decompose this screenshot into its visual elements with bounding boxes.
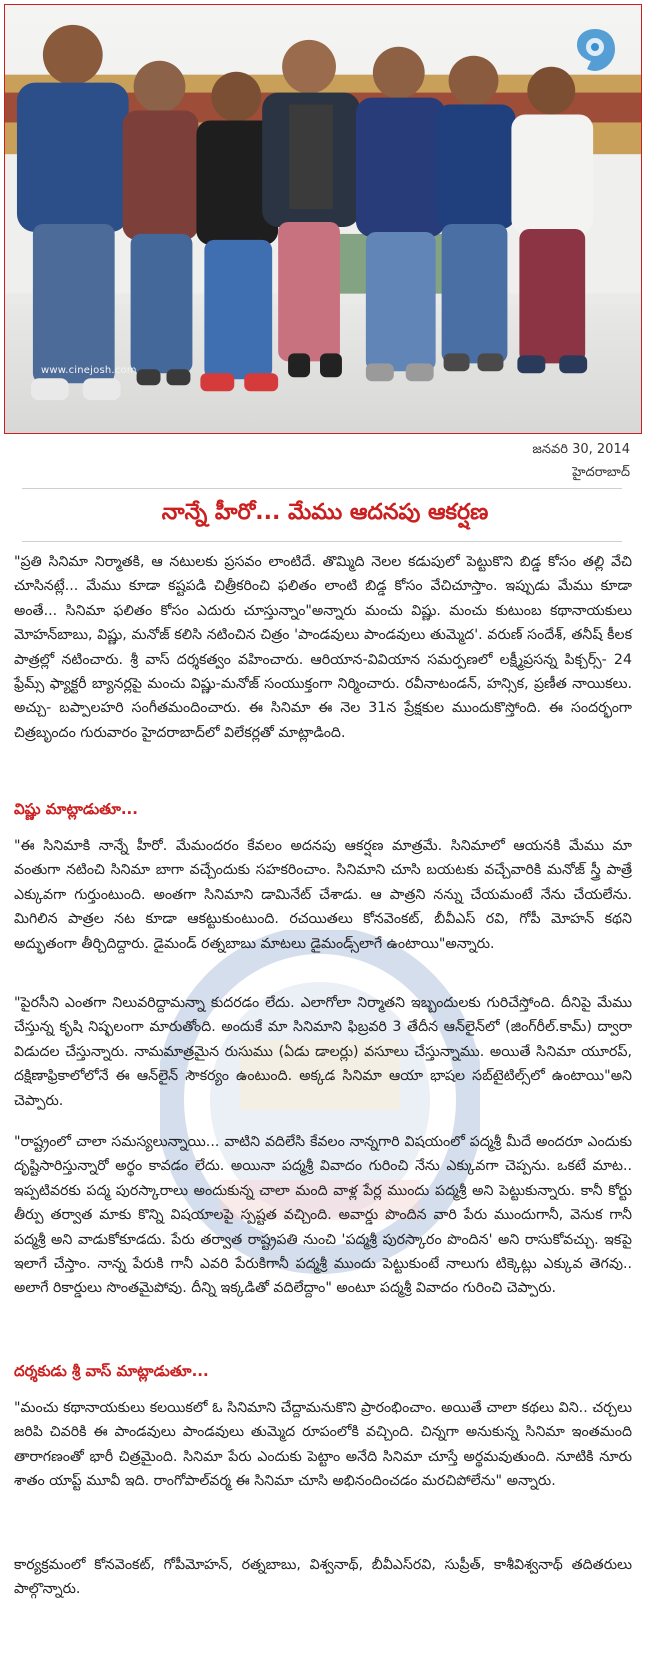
article-photo xyxy=(4,4,642,434)
section-heading: దర్శకుడు శ్రీ వాస్ మాట్లాడుతూ... xyxy=(14,1362,209,1380)
dateline xyxy=(532,438,630,484)
article-place: హైదరాబాద్ xyxy=(572,465,630,480)
divider xyxy=(22,488,622,489)
article-headline: నాన్నే హీరో... మేము ఆదనపు ఆకర్షణ xyxy=(161,500,489,525)
article-paragraph: "పైరసీని ఎంతగా నిలువరిద్దామన్నా కుదరడం లేదు. ఎలాగోలా నిర్మాతని ఇబ్బందులకు గురిచేస్తోంది. దీనిపై మేము చేస్తున్న కృషి నిష్ఫలంగా మారుతోంది. అందుకే మా సినిమాని ఫిబ్రవరి 3 తేదీన ఆన్‌లైన్‌లో (జింగ్‌రీల్.కామ్) ద్వారా విడుదల చేస్తున్నారు. నామమాత్రమైన రుసుము (ఏడు డాలర్లు) వసూలు చేస్తున్నాము. అయితే సినిమా యూరప్, దక్షిణాఫ్రికాలోలోనే ఈ ఆన్‌లైన్ సౌకర్యం ఉంటుంది. అక్కడ సినిమా ఆయా భాషల సబ్‌టైటిల్స్‌లో ఉంటాయి"అని చెప్పారు. xyxy=(14,995,632,1109)
section-heading: విష్ణు మాట్లాడుతూ... xyxy=(14,800,138,818)
photo-watermark: www.cinejosh.com xyxy=(41,365,137,376)
article-paragraph: "ప్రతి సినిమా నిర్మాతకి, ఆ నటులకు ప్రసవం లాంటిదే. తొమ్మిది నెలల కడుపులో పెట్టుకొని బిడ్డ కోసం తల్లి వేచి చూసినట్లే... మేము కూడా కష్టపడి చిత్రీకరించి ఫలితం లాంటి బిడ్డ కోసం వేచిచూస్తాం. ఇప్పుడు మేము కూడా అంతే... సినిమా ఫలితం కోసం ఎదురు చూస్తున్నాం"అన్నారు మంచు విష్ణు. మంచు కుటుంబ కథానాయకులు మోహన్‌బాబు, విష్ణు, మనోజ్ కలిసి నటించిన చిత్రం 'పాండవులు పాండవులు తుమ్మెద'. వరుణ్ సందేశ్, తనీష్ కీలక పాత్రల్లో నటించారు. శ్రీ వాస్ దర్శకత్వం వహించారు. ఆరియాన-వివియాన సమర్పణలో లక్ష్మీప్రసన్న పిక్చర్స్- 24 ఫ్రేమ్స్ ఫ్యాక్టరీ బ్యానర్లపై మంచు విష్ణు-మనోజ్ సంయుక్తంగా నిర్మించారు. రవీనాటండన్, హన్సిక, ప్రణీత నాయికలు. అచ్చు- బప్పాలహరి సంగీతమందించారు. ఈ సినిమా ఈ నెల 31న ప్రేక్షకుల ముందుకొస్తోంది. ఈ సందర్భంగా చిత్రబృందం గురువారం హైదరాబాద్‌లో విలేకర్లతో మాట్లాడింది. xyxy=(14,554,632,741)
cinejosh-logo-icon xyxy=(573,27,617,73)
article-paragraph: "రాష్ట్రంలో చాలా సమస్యలున్నాయి... వాటిని వదిలేసి కేవలం నాన్నగారి విషయంలో పద్మశ్రీ మీదే అందరూ ఎందుకు దృష్టిసారిస్తున్నారో అర్థం కావడం లేదు. అయినా పద్మశ్రీ వివాదం గురించి నేను ఎక్కువగా చెప్పను. ఒకటే మాట.. ఇప్పటివరకు పద్మ పురస్కారాలు అందుకున్న చాలా మంది వాళ్ల పేర్ల ముందు పద్మశ్రీ అని పెట్టుకున్నారు. కానీ కోర్టు తీర్పు తర్వాత మాకు కొన్ని విషయాలపై స్పష్టత వచ్చింది. అవార్డు పొందిన వారి పేరు ముందుగానీ, వెనుక గానీ పద్మశ్రీ అని వాడుకోకూడదు. పేరు తర్వాత రాష్ట్రపతి నుంచి 'పద్మశ్రీ పురస్కారం పొందిన' అని రాసుకోవచ్చు. ఇకపై ఇలాగే చేస్తాం. నాన్న పేరుకి గానీ ఎవరి పేరుకిగానీ పద్మశ్రీ ముందు పెట్టుకుంటే నాలుగు టిక్కెట్లు ఎక్కువ తెగవు.. అలాగే రికార్డులు సొంతమైపోవు. దీన్ని ఇక్కడితో వదిలేద్దాం" అంటూ పద్మశ్రీ వివాదం గురించి చెప్పారు. xyxy=(14,1134,632,1297)
article-paragraph: "మంచు కథానాయకులు కలయికలో ఓ సినిమాని చేద్దామనుకొని ప్రారంభించాం. అయితే చాలా కథలు విని.. చర్చలు జరిపి చివరికి ఈ పాండవులు పాండవులు తుమ్మెద రూపంలోకి వచ్చింది. చిన్నగా అనుకున్న సినిమా ఇంతమంది తారాగణంతో భారీ చిత్రమైంది. సినిమా పేరు ఎందుకు పెట్టాం అనేది సినిమా చూస్తే అర్థమవుతుంది. నూటికి నూరు శాతం యాప్ట్ మూవీ ఇది. రాంగోపాల్‌వర్మ ఈ సినిమా చూసి అభినందించడం మరచిపోలేను" అన్నారు. xyxy=(14,1400,632,1490)
divider xyxy=(22,541,622,542)
article-paragraph: "ఈ సినిమాకి నాన్నే హీరో. మేమందరం కేవలం అదనపు ఆకర్షణ మాత్రమే. సినిమాలో ఆయనకి మేము మా వంతుగా నటించి సినిమా బాగా వచ్చేందుకు సహకరించాం. సినిమాని చూసి బయటకు వచ్చేవారికి మనోజ్ స్త్రీ పాత్రే ఎక్కువగా గుర్తుంటుంది. అంతగా సినిమాని డామినేట్ చేశాడు. ఆ పాత్రని నన్ను చేయమంటే నేను చేయలేను. మిగిలిన పాత్రల నట కూడా ఆకట్టుకుంటుంది. రచయితలు కోనవెంకట్, బీవీఎస్ రవి, గోపీ మోహన్ కథని అద్భుతంగా తీర్చిదిద్దారు. డైమండ్ రత్నబాబు మాటలు డైమండ్స్‌లాగే ఉంటాయి"అన్నారు. xyxy=(14,838,632,952)
article-paragraph: కార్యక్రమంలో కోనవెంకట్, గోపీమోహన్, రత్నబాబు, విశ్వనాథ్, బీవీఎస్‌రవి, సుప్రీత్, కాశీవిశ్వనాథ్ తదితరులు పాల్గొన్నారు. xyxy=(14,1557,632,1598)
article-date: జనవరి 30, 2014 xyxy=(532,442,630,457)
